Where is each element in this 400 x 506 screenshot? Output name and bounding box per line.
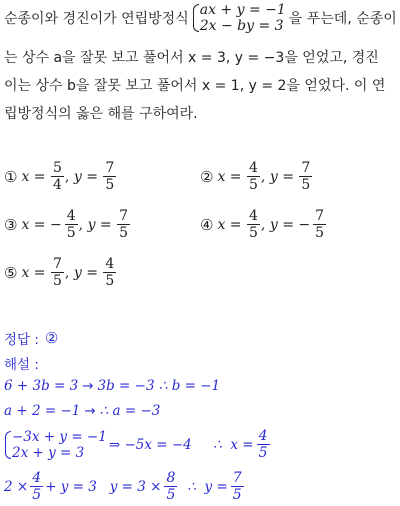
y-fraction	[117, 208, 130, 241]
solution-step-b: 3b = −3 ∴ b = −1	[97, 378, 221, 394]
solution-line-3	[4, 428, 271, 461]
x-denominator: 5	[66, 225, 76, 241]
y-denominator: 5	[301, 177, 311, 193]
choice-mark: ③	[4, 215, 18, 234]
y-sign: −	[298, 216, 311, 233]
denominator: 5	[32, 487, 42, 503]
y-var: y	[87, 216, 96, 233]
question-system	[192, 2, 286, 34]
comma: ,	[78, 216, 88, 233]
equals: =	[225, 168, 246, 185]
numerator: 7	[232, 470, 242, 486]
comma: ,	[260, 216, 270, 233]
x-var: x	[21, 264, 30, 281]
solution-line-2	[4, 403, 160, 419]
solution-system	[4, 429, 107, 461]
equals: =	[95, 216, 117, 233]
choice-mark: ④	[200, 215, 214, 234]
x-var: x	[217, 168, 226, 185]
y-fraction	[313, 208, 326, 241]
solution-fraction-1	[30, 470, 43, 503]
answer-label: 정답 :	[4, 332, 39, 348]
x-fraction	[65, 208, 78, 241]
choice-2[interactable]	[200, 160, 313, 193]
y-var: y	[73, 168, 82, 185]
y-var: y	[269, 216, 278, 233]
solution-step-c: ∴ y =	[187, 478, 228, 495]
y-denominator: 5	[105, 177, 115, 193]
solution-step-b: ∴ a = −3	[99, 403, 161, 419]
solution-step-mid: ⇒ −5x = −4 ∴ x =	[108, 436, 254, 453]
y-denominator: 5	[119, 225, 129, 241]
x-var: x	[217, 216, 226, 233]
solution-system-eq2: 2x + y = 3	[12, 444, 85, 461]
y-numerator: 7	[119, 208, 129, 224]
solution-fraction-3	[231, 470, 244, 503]
y-numerator: 4	[105, 256, 115, 272]
solution-fraction-2	[164, 470, 177, 503]
solution-line-1	[4, 378, 220, 394]
solution-step-a: 2 ×	[4, 478, 29, 495]
choice-mark: ②	[200, 167, 214, 186]
equals: =	[225, 216, 246, 233]
choice-4[interactable]	[200, 208, 327, 241]
question-line-2: 는 상수 a을 잘못 보고 풀어서 x = 3, y = −3을 얻었고, 경진	[4, 50, 379, 66]
comma: ,	[64, 168, 74, 185]
y-var: y	[269, 168, 278, 185]
comma: ,	[260, 168, 270, 185]
x-sign: −	[50, 216, 62, 233]
x-var: x	[21, 216, 30, 233]
equals: =	[277, 216, 299, 233]
choice-5[interactable]	[4, 256, 117, 289]
x-denominator: 4	[53, 177, 62, 193]
y-denominator: 5	[105, 273, 115, 289]
solution-system-eq1: −3x + y = −1	[12, 428, 107, 445]
y-fraction	[299, 160, 312, 193]
y-numerator: 7	[301, 160, 311, 176]
numerator: 8	[166, 470, 176, 486]
equals: =	[81, 168, 103, 185]
x-numerator: 4	[249, 160, 258, 176]
right-arrow-icon: →	[84, 403, 96, 419]
denominator: 5	[232, 487, 242, 503]
y-var: y	[73, 264, 82, 281]
equals: =	[29, 216, 50, 233]
y-fraction	[103, 160, 116, 193]
x-numerator: 7	[53, 256, 62, 272]
right-arrow-icon: →	[82, 378, 94, 394]
system-equation-1: ax + y = −1	[199, 2, 286, 18]
numerator: 4	[258, 428, 268, 444]
solution-step-a: a + 2 = −1	[4, 403, 81, 419]
y-numerator: 7	[105, 160, 115, 176]
equals: =	[29, 264, 50, 281]
y-fraction	[103, 256, 116, 289]
question-text-prefix: 순종이와 경진이가 연립방정식	[4, 11, 189, 27]
x-numerator: 4	[66, 208, 76, 224]
x-fraction	[247, 208, 260, 241]
equals: =	[81, 264, 103, 281]
x-fraction	[51, 160, 64, 193]
solution-line-4	[4, 470, 245, 503]
solution-label: 해설 :	[4, 357, 39, 373]
x-denominator: 5	[53, 273, 62, 289]
choice-mark: ⑤	[4, 263, 18, 282]
question-line-4: 립방정식의 옳은 해를 구하여라.	[4, 106, 198, 122]
x-fraction	[51, 256, 64, 289]
equals: =	[277, 168, 299, 185]
solution-fraction	[257, 428, 270, 461]
solution-step-b: + y = 3 y = 3 ×	[45, 478, 162, 495]
choice-1[interactable]	[4, 160, 117, 193]
question-text-suffix: 을 푸는데, 순종이	[288, 11, 397, 27]
answer-value: ②	[44, 329, 59, 347]
solution-step-a: 6 + 3b = 3	[4, 378, 79, 394]
y-denominator: 5	[315, 225, 325, 241]
choice-3[interactable]	[4, 208, 131, 241]
equals: =	[29, 168, 50, 185]
answer-line	[4, 328, 62, 348]
numerator: 4	[32, 470, 42, 486]
x-var: x	[21, 168, 30, 185]
y-numerator: 7	[315, 208, 325, 224]
denominator: 5	[166, 487, 176, 503]
denominator: 5	[258, 445, 268, 461]
question-line-3: 이는 상수 b을 잘못 보고 풀어서 x = 1, y = 2을 얻었다. 이 연	[4, 78, 386, 94]
x-fraction	[247, 160, 260, 193]
x-numerator: 5	[53, 160, 62, 176]
x-denominator: 5	[249, 177, 258, 193]
x-denominator: 5	[249, 225, 258, 241]
system-equation-2: 2x − by = 3	[199, 18, 284, 34]
question-line-1	[4, 2, 397, 34]
comma: ,	[64, 264, 74, 281]
x-numerator: 4	[249, 208, 258, 224]
choice-mark: ①	[4, 167, 18, 186]
